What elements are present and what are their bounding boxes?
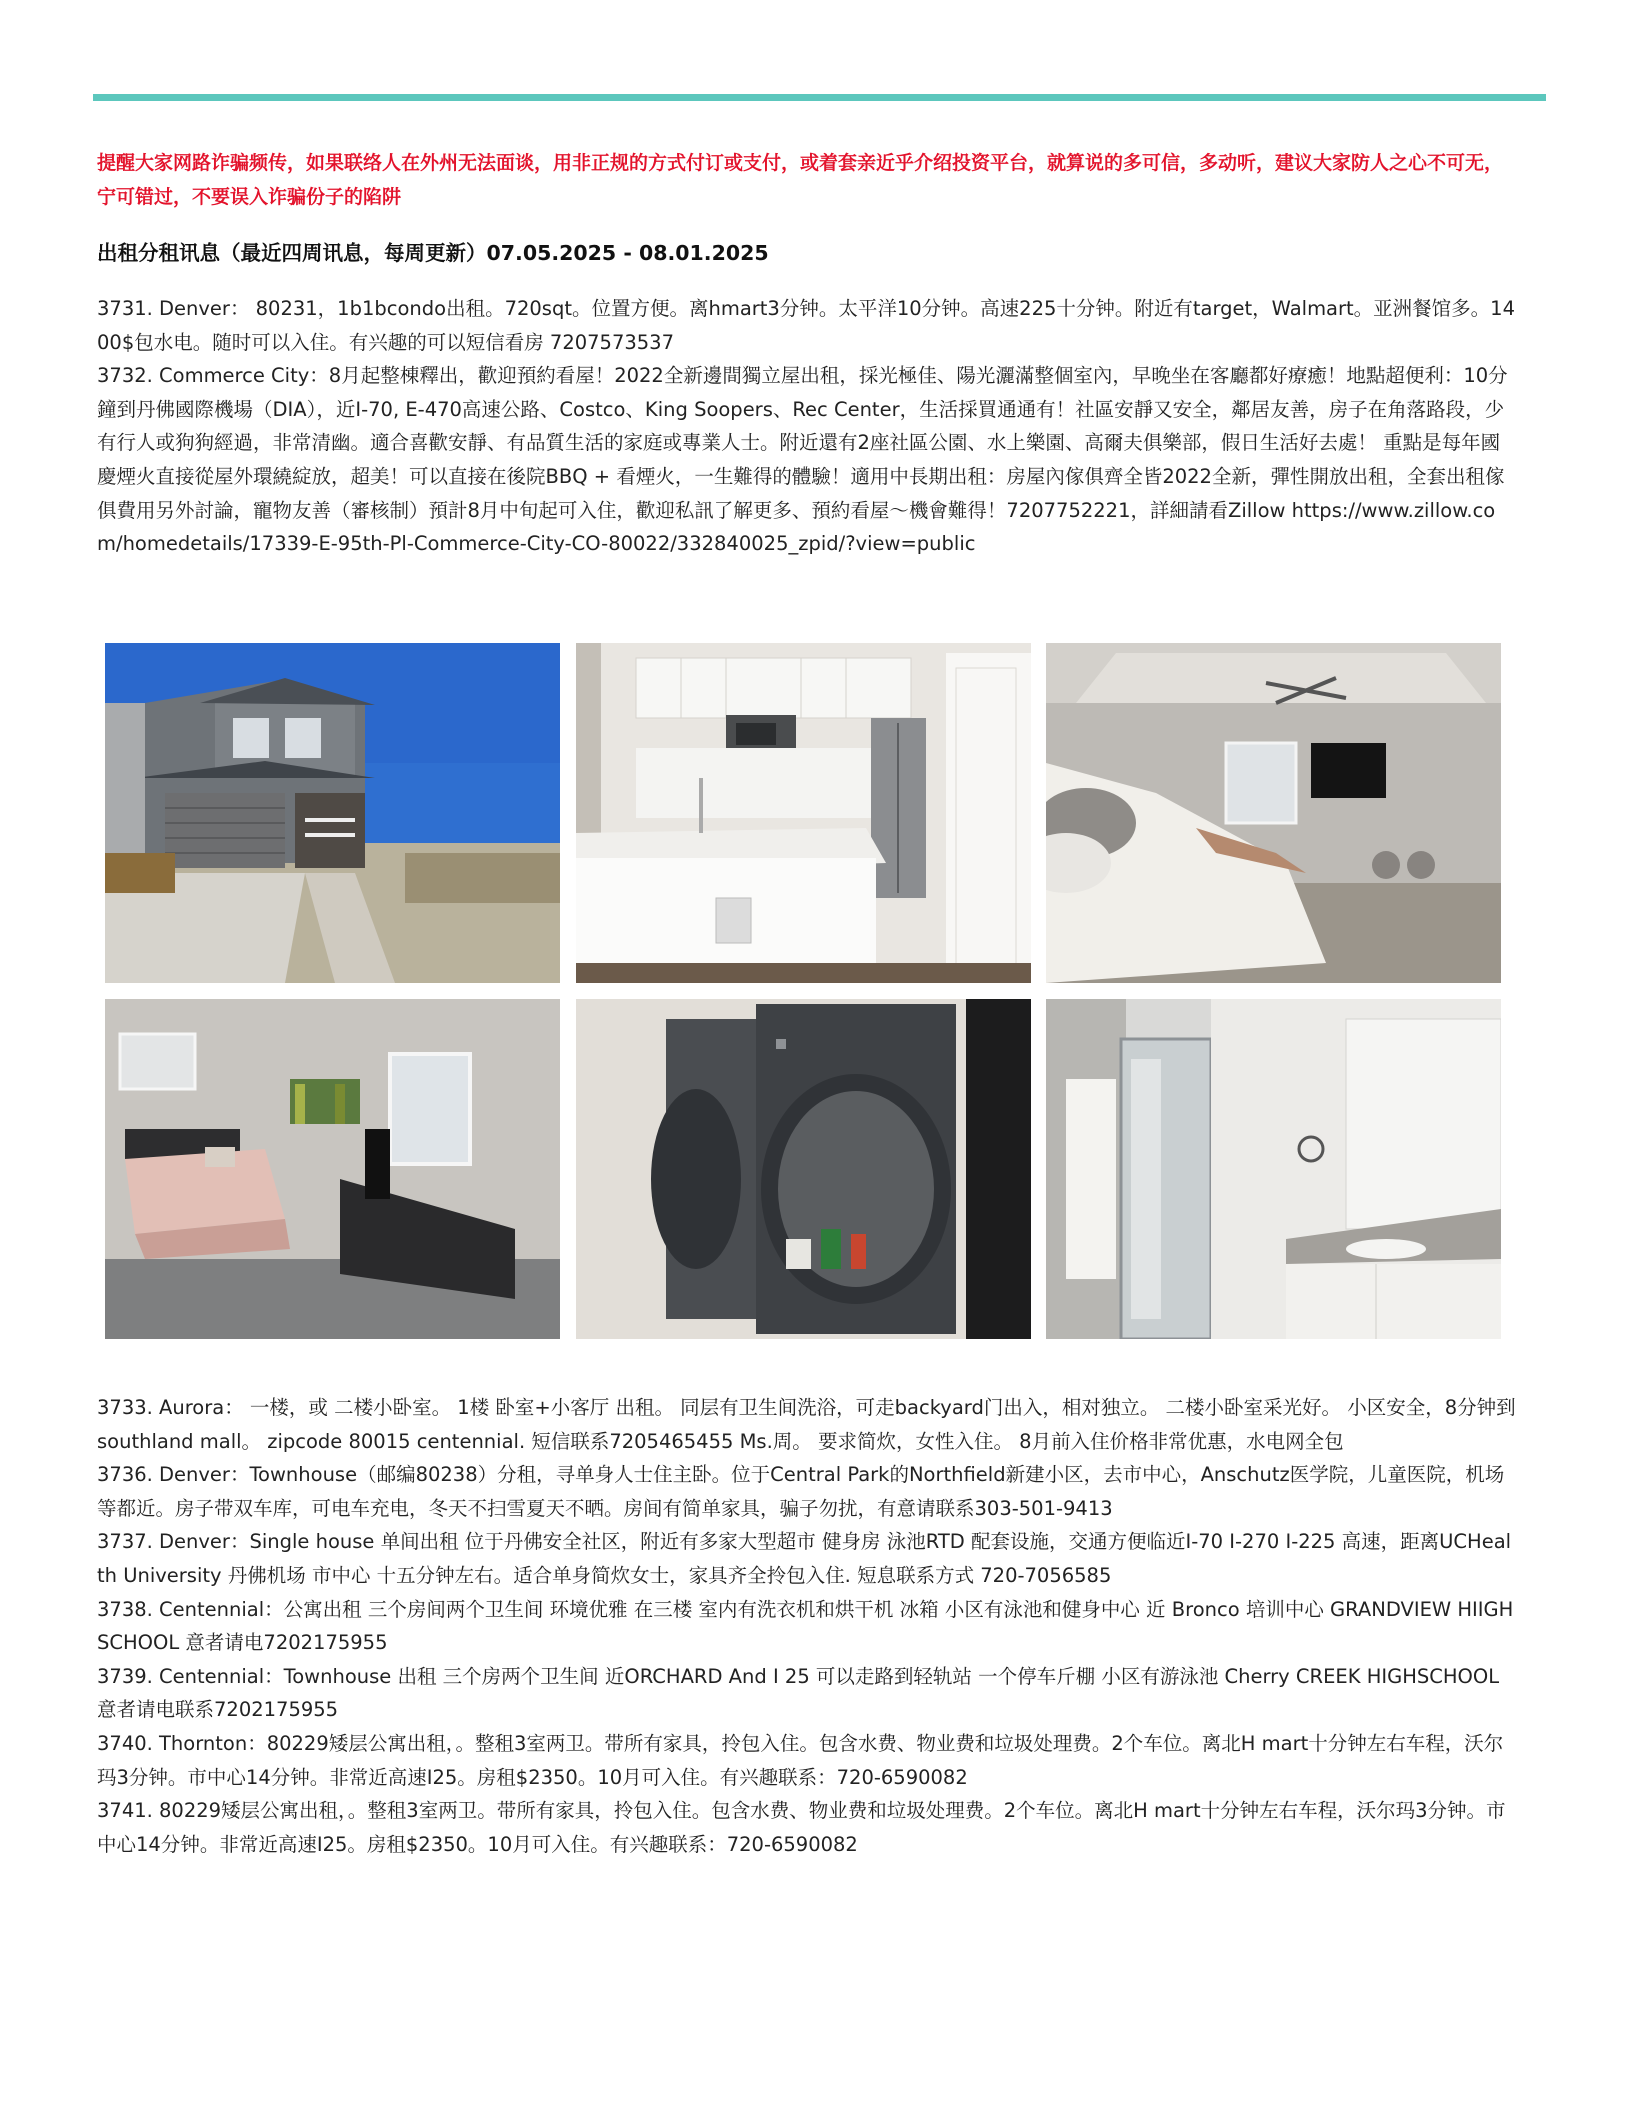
listing-item: 3731. Denver： 80231，1b1bcondo出租。720sqt。位置方便。离hmart3分钟。太平洋10分钟。高速225十分钟。附近有target，Walmart。亚洲餐馆多。1400$包水电。随时可以入住。有兴趣的可以短信看房 7207573537 — [97, 297, 1515, 354]
listing-item: 3739. Centennial：Townhouse 出租 三个房两个卫生间 近ORCHARD And I 25 可以走路到轻轨站 一个停车斤棚 小区有游泳池 Cherry CREEK HIGHSCHOOL 意者请电联系7202175955 — [97, 1664, 1500, 1722]
listing-item: 3738. Centennial：公寓出租 三个房间两个卫生间 环境优雅 在三楼 室内有洗衣机和烘干机 冰箱 小区有泳池和健身中心 近 Bronco 培训中心 GRANDVIEW HIIGHSCHOOL 意者请电7202175955 — [97, 1597, 1514, 1655]
photo-laundry — [576, 999, 1031, 1339]
listings-bottom — [97, 1391, 1517, 1861]
listing-item: 3733. Aurora： 一楼，或 二楼小卧室。 1楼 卧室+小客厅 出租。 同层有卫生间洗浴，可走backyard门出入，相对独立。 二楼小卧室采光好。 小区安全，8分钟到southland mall。 zipcode 80015 centennial. 短信联系7205465455 Ms.周。 要求简炊，女性入住。 8月前入住价格非常优惠，水电网全包 — [97, 1396, 1516, 1453]
section-title: 出租分租讯息（最近四周讯息，每周更新）07.05.2025 - 08.01.2025 — [97, 241, 769, 265]
photo-bathroom — [1046, 999, 1501, 1339]
scam-warning-notice: 提醒大家网路诈骗频传，如果联络人在外州无法面谈，用非正规的方式付订或支付，或着套亲近乎介绍投资平台，就算说的多可信，多动听，建议大家防人之心不可无，宁可错过，不要误入诈骗份子的陷阱 — [97, 152, 1504, 208]
top-divider — [93, 94, 1546, 101]
photo-second-bedroom — [105, 999, 560, 1339]
photo-kitchen — [576, 643, 1031, 983]
listing-item: 3737. Denver：Single house 单间出租 位于丹佛安全社区，附近有多家大型超市 健身房 泳池RTD 配套设施，交通方便临近I-70 I-270 I-225 高速，距离UCHealth University 丹佛机场 市中心 十五分钟左右。适合单身简炊女士，家具齐全拎包入住. 短息联系方式 720-7056585 — [97, 1530, 1512, 1587]
listing-item: 3741. 80229矮层公寓出租，。整租3室两卫。带所有家具，拎包入住。包含水费、物业费和垃圾处理费。2个车位。离北H mart十分钟左右车程，沃尔玛3分钟。市中心14分钟。非常近高速I25。房租$2350。10月可入住。有兴趣联系：720-6590082 — [97, 1799, 1506, 1856]
listing-item: 3740. Thornton：80229矮层公寓出租，。整租3室两卫。带所有家具，拎包入住。包含水费、物业费和垃圾处理费。2个车位。离北H mart十分钟左右车程，沃尔玛3分钟。市中心14分钟。非常近高速I25。房租$2350。10月可入住。有兴趣联系：720-6590082 — [97, 1731, 1504, 1789]
photo-master-bedroom — [1046, 643, 1501, 983]
photo-house-exterior — [105, 643, 560, 983]
listing-item: 3732. Commerce City：8月起整棟釋出，歡迎預約看屋！2022全新邊間獨立屋出租，採光極佳、陽光灑滿整個室內，早晚坐在客廳都好療癒！地點超便利：10分鐘到丹佛國際機場（DIA），近I-70, E-470高速公路、Costco、King Soopers、Rec Center，生活採買通通有！社區安靜又安全，鄰居友善，房子在角落路段，少有行人或狗狗經過，非常清幽。適合喜歡安靜、有品質生活的家庭或專業人士。附近還有2座社區公園、水上樂園、高爾夫俱樂部，假日生活好去處！ 重點是每年國慶煙火直接從屋外環繞綻放，超美！可以直接在後院BBQ + 看煙火，一生難得的體驗！適用中長期出租：房屋內傢俱齊全皆2022全新，彈性開放出租，全套出租傢俱費用另外討論，寵物友善（審核制）預計8月中旬起可入住，歡迎私訊了解更多、預約看屋～機會難得！7207752221，詳細請看Zillow https://www.zillow.com/homedetails/17339-E-95th-Pl-Commerce-City-CO-80022/332840025_zpid/?view=public — [97, 364, 1508, 556]
listings-top — [97, 292, 1517, 561]
listing-item: 3736. Denver：Townhouse（邮编80238）分租，寻单身人士住主卧。位于Central Park的Northfield新建小区，去市中心，Anschutz医学院，儿童医院，机场等都近。房子带双车库，可电车充电，冬天不扫雪夏天不晒。房间有简单家具，骗子勿扰，有意请联系303-501-9413 — [97, 1463, 1505, 1520]
